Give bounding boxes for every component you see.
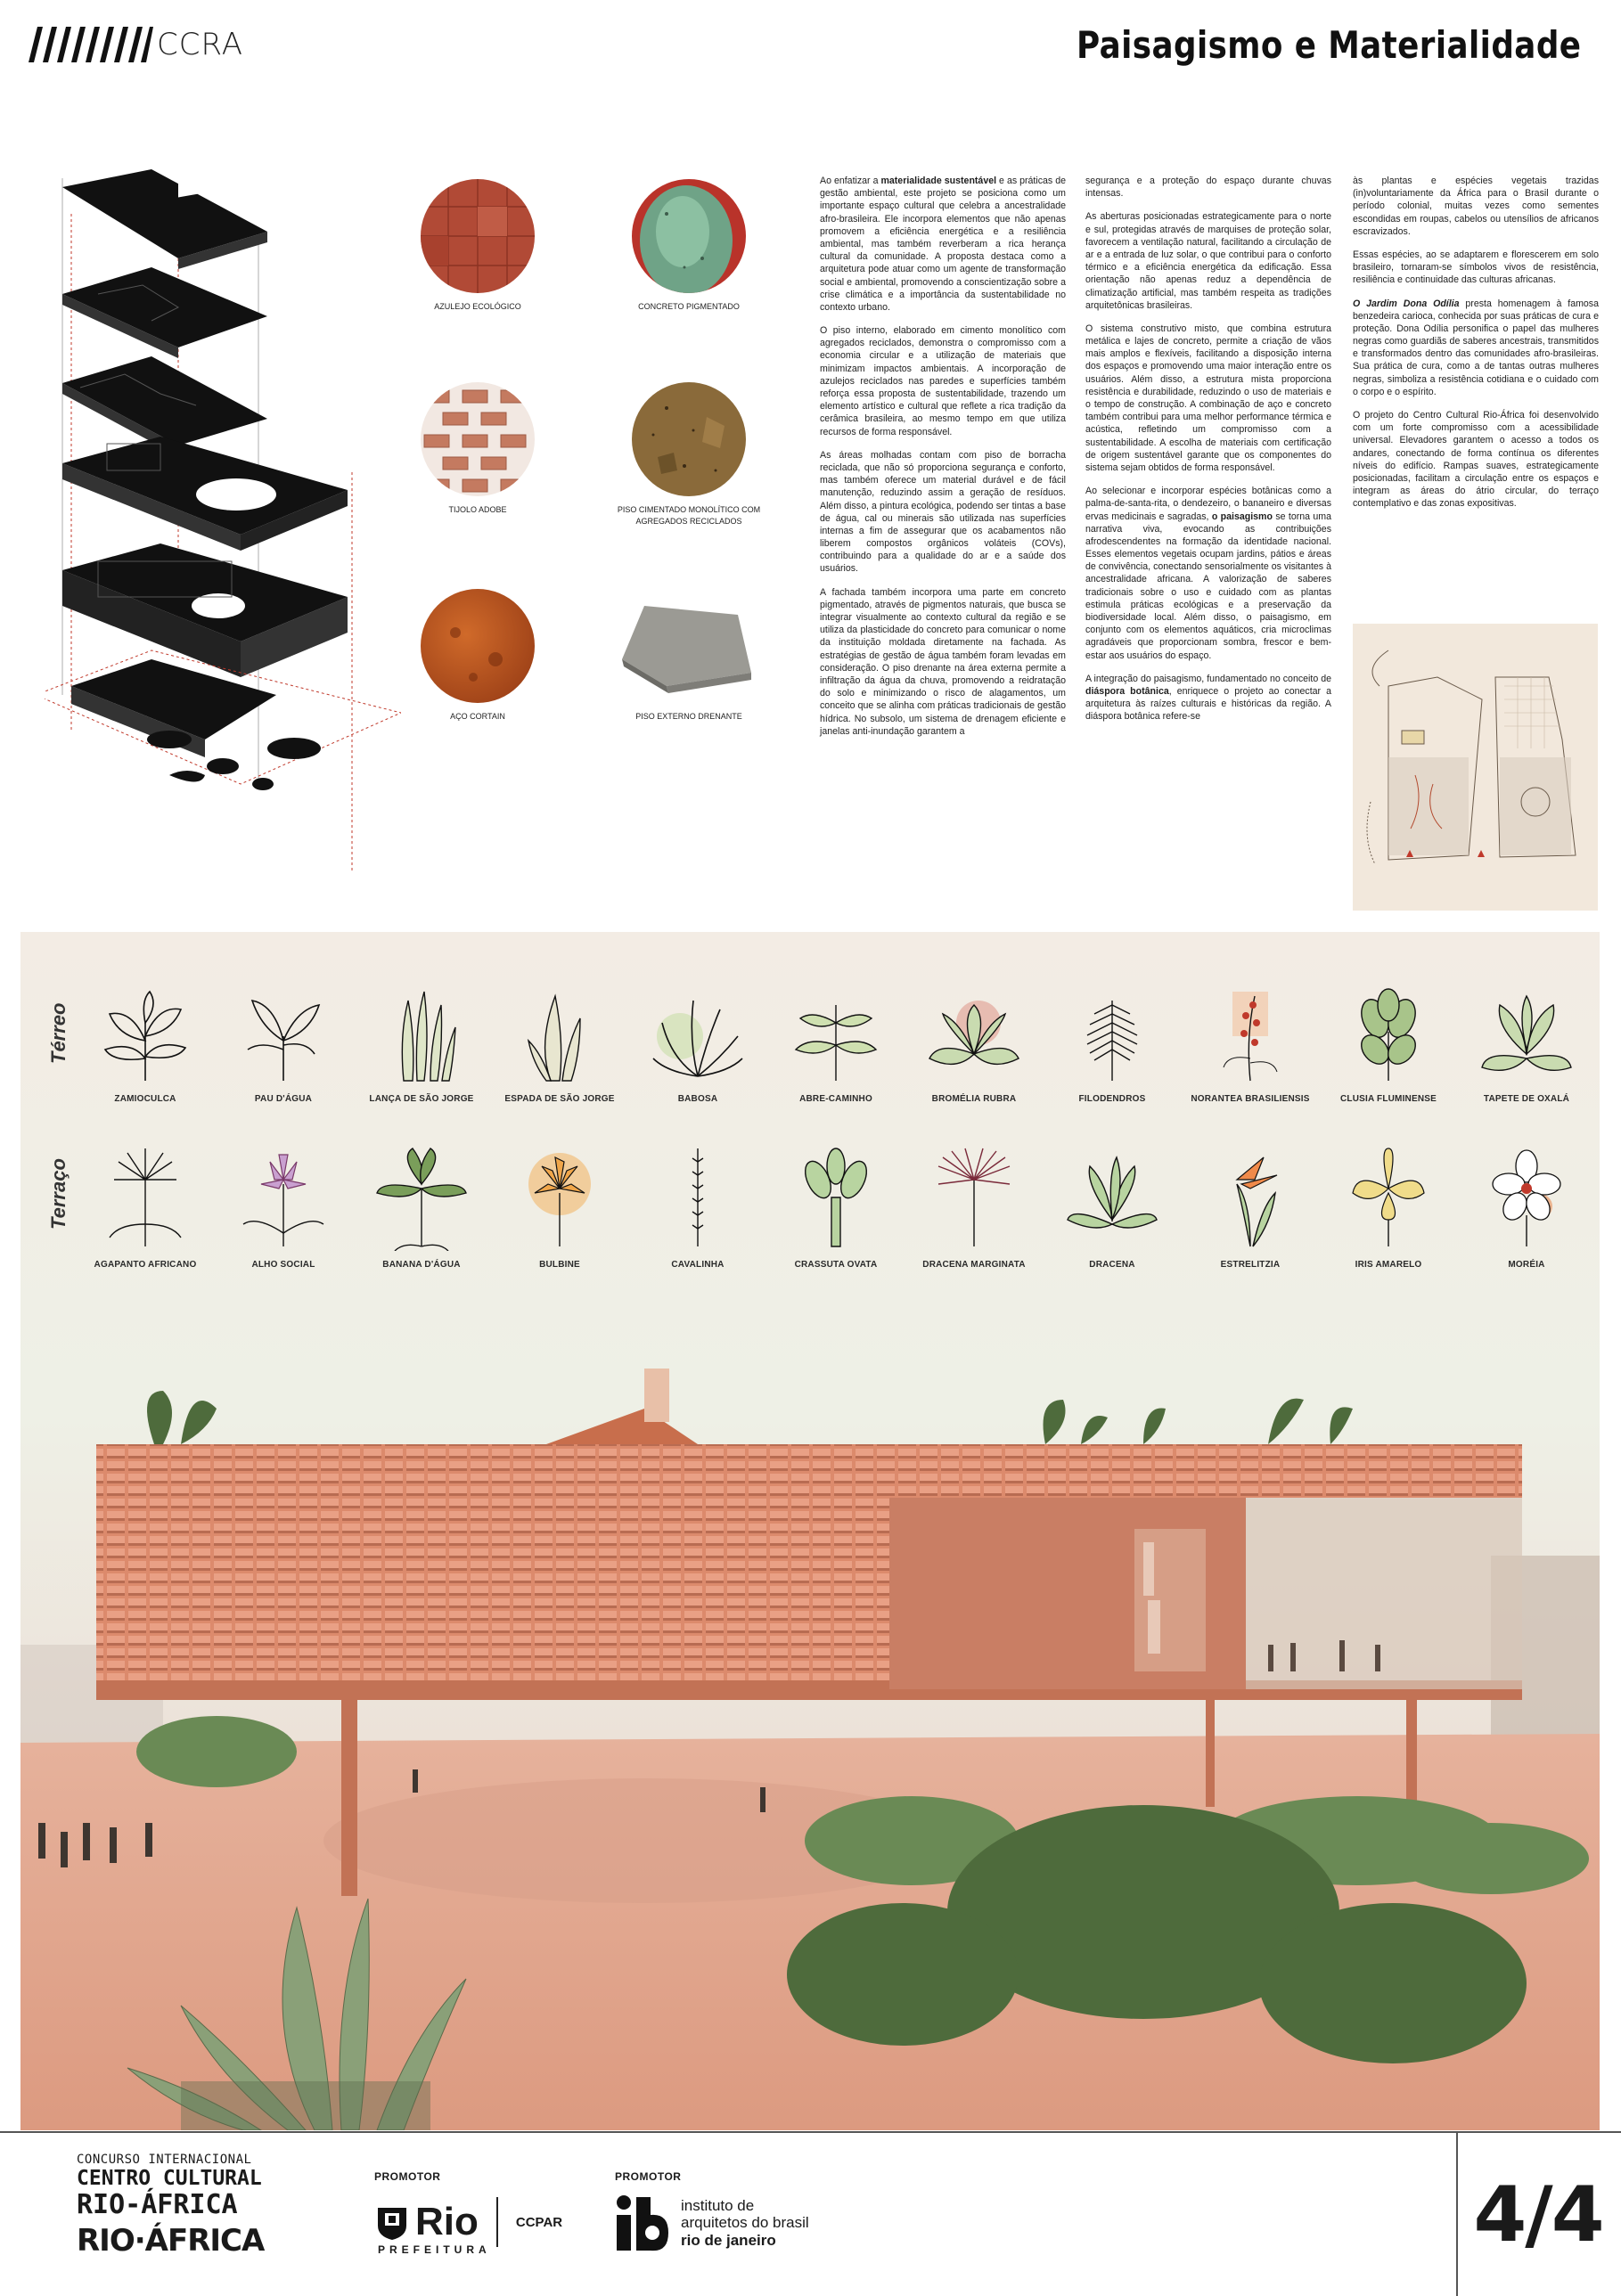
plant-illustration bbox=[96, 1144, 194, 1251]
plant-item bbox=[635, 1144, 760, 1270]
logo-separator bbox=[496, 2197, 498, 2247]
paragraph-piso-interno: O piso interno, elaborado em cimento monolítico com agregados reciclados, demonstra o compromisso com a economia circular e a utilização de materiais que minimizam impactos ambientais. A incorporação de azulejos reciclados nas paredes e superfícies também reforça essa proposta de sustentabilidade, trazendo um elemento artístico e cultural que reflete a rica tradição da cerâmica brasileira, ao mesmo tempo em que utiliza recursos de forma responsável. bbox=[820, 325, 1066, 437]
rio-wordmark: Rio bbox=[415, 2200, 479, 2243]
plant-name: CLUSIA FLUMINENSE bbox=[1339, 1094, 1437, 1104]
paragraph-text: Ao enfatizar a bbox=[820, 176, 881, 186]
material-label: CONCRETO PIGMENTADO bbox=[638, 302, 740, 311]
plants-row-terreo bbox=[83, 987, 1589, 1104]
paragraph-sistema-construtivo: O sistema construtivo misto, que combina estrutura metálica e lajes de concreto, permite a criação de vãos mais amplos e flexíveis, facilitando a disposição interna dos espaços e promovendo uma maior interação entre os usuários. Além disso, a estrutura mista proporciona resistência e durabilidade, reduzindo o uso de materiais e o tempo de construção. A combinação de aço e concreto também contribui para uma melhor performance térmica e acústica, refletindo um compromisso com a sustentabilidade. A escolha de materiais com certificação de origem sustentável garante que os componentes do sistema sejam obtidos de forma responsável. bbox=[1085, 323, 1331, 473]
material-swatch bbox=[420, 178, 536, 294]
paragraph-acessibilidade: O projeto do Centro Cultural Rio-África foi desenvolvido com um forte compromisso com a acessibilidade universal. Elevadores garantem o acesso a todos os andares, conectando de forma contínua os diferentes níveis do edifício. Rampas suaves, estrategicamente posicionadas, facilitam a circulação entre os espaços e integram as áreas do átrio circular, do terraço contemplativo e das zonas expositivas. bbox=[1353, 410, 1599, 510]
material-concreto-pigmentado bbox=[609, 178, 769, 313]
plant-item bbox=[1188, 987, 1313, 1104]
plant-item bbox=[359, 1144, 484, 1270]
plant-illustration bbox=[1339, 1144, 1437, 1251]
paragraph-especies: Essas espécies, ao se adaptarem e florescerem em solo brasileiro, tornaram-se símbolos vivos de resistência, resiliência e continuidade das culturas africanas. bbox=[1353, 249, 1599, 286]
plant-name: CAVALINHA bbox=[671, 1260, 725, 1270]
page-number: 4/4 bbox=[1473, 2170, 1603, 2259]
plant-illustration bbox=[511, 987, 609, 1085]
terraco-label: Terraço bbox=[47, 1158, 70, 1230]
plant-item bbox=[1326, 987, 1451, 1104]
plant-illustration bbox=[1201, 1144, 1299, 1251]
building-render bbox=[20, 1360, 1600, 2130]
paragraph-plantas: às plantas e espécies vegetais trazidas (in)voluntariamente da África para o Brasil durante o período colonial, muitas vezes como sementes escondidas em roupas, cabelos ou utensílios de africanos escravizados. bbox=[1353, 176, 1599, 237]
plant-name: TAPETE DE OXALÁ bbox=[1483, 1094, 1570, 1104]
plant-illustration bbox=[1201, 987, 1299, 1085]
plant-illustration bbox=[96, 987, 194, 1085]
plant-illustration bbox=[1063, 1144, 1161, 1251]
contest-wordmark: RIO·ÁFRICA bbox=[77, 2222, 265, 2259]
contest-line-2: CENTRO CULTURAL bbox=[77, 2167, 262, 2190]
material-label: AÇO CORTAIN bbox=[450, 712, 505, 721]
plant-item bbox=[1464, 1144, 1589, 1270]
site-plan-diagram bbox=[1353, 624, 1598, 911]
plant-name: NORANTEA BRASILIENSIS bbox=[1191, 1094, 1310, 1104]
plant-item bbox=[635, 987, 760, 1104]
plant-illustration bbox=[649, 1144, 747, 1251]
material-piso-drenante bbox=[609, 588, 769, 723]
material-swatch bbox=[631, 381, 747, 497]
material-tijolo-adobe bbox=[397, 381, 558, 516]
plant-name: MORÉIA bbox=[1508, 1260, 1545, 1270]
iab-symbol-icon bbox=[613, 2194, 668, 2252]
plant-name: BULBINE bbox=[539, 1260, 580, 1270]
plant-name: LANÇA DE SÃO JORGE bbox=[369, 1094, 474, 1104]
plant-name: ESTRELITZIA bbox=[1220, 1260, 1281, 1270]
plant-item bbox=[912, 1144, 1036, 1270]
plant-item bbox=[359, 987, 484, 1104]
plant-item bbox=[497, 987, 622, 1104]
plant-name: AGAPANTO AFRICANO bbox=[94, 1260, 197, 1270]
plant-name: BANANA D'ÁGUA bbox=[382, 1260, 461, 1270]
plant-illustration bbox=[234, 987, 332, 1085]
plant-item bbox=[1326, 1144, 1451, 1270]
plant-name: ZAMIOCULCA bbox=[114, 1094, 176, 1104]
plant-item bbox=[774, 1144, 898, 1270]
material-swatch bbox=[622, 588, 756, 704]
plant-name: BABOSA bbox=[677, 1094, 718, 1104]
plant-name: PAU D'ÁGUA bbox=[254, 1094, 313, 1104]
paragraph-text: A integração do paisagismo, fundamentado no conceito de bbox=[1085, 673, 1331, 684]
plant-illustration bbox=[649, 987, 747, 1085]
iab-line-2: arquitetos do brasil bbox=[681, 2214, 809, 2232]
iab-line-3 bbox=[681, 2232, 809, 2249]
footer-divider bbox=[0, 2131, 1621, 2133]
plant-item bbox=[83, 987, 208, 1104]
plant-item bbox=[774, 987, 898, 1104]
paragraph-areas-molhadas: As áreas molhadas contam com piso de borracha reciclada, que não só proporciona segurança e conforto, mas também oferece um material durável e de fácil manutenção, reduzindo assim a geração de resíduos. Além disso, a pintura ecológica, podendo ser tintas a base de água, cal ou minerais são utilizada nas superfícies internas a fim de assegurar que os acabamentos não liberem compostos orgânicos voláteis (COVs), contribuindo para a qualidade do ar e a saúde dos usuários. bbox=[820, 449, 1066, 575]
iab-line-1: instituto de bbox=[681, 2197, 755, 2215]
plant-illustration bbox=[373, 1144, 471, 1251]
plant-name: IRIS AMARELO bbox=[1355, 1260, 1422, 1270]
plant-illustration bbox=[1478, 987, 1576, 1085]
prefeitura-rio-logo bbox=[374, 2197, 563, 2256]
material-swatch bbox=[420, 588, 536, 704]
material-piso-cimentado bbox=[609, 381, 769, 527]
paragraph-text: , enriquece o projeto ao conectar a arquitetura às raízes culturais e históricas da região. A diáspora botânica refere-se bbox=[1085, 685, 1331, 723]
material-aco-cortain bbox=[397, 588, 558, 723]
material-azulejo bbox=[397, 178, 558, 313]
material-label: AZULEJO ECOLÓGICO bbox=[434, 302, 521, 311]
plant-illustration bbox=[1478, 1144, 1576, 1251]
plant-name: FILODENDROS bbox=[1078, 1094, 1146, 1104]
emphasis-jardim: O Jardim Dona Odília bbox=[1353, 298, 1460, 309]
plant-illustration bbox=[234, 1144, 332, 1251]
promotor-label-1: PROMOTOR bbox=[374, 2170, 441, 2183]
paragraph-text: e as práticas de gestão ambiental, este projeto se posiciona como um importante espaço cultural que celebra a ancestralidade afro-brasileira. Ele incorpora elementos que não apenas promovem a eficiência energética e a resiliência ambiental, mas também reverberam a rica herança cultural da comunidade. A proposta destaca como a arquitetura pode atuar como um agente de transformação social e ambiental, promovendo a conscientização sobre a crise climática e a importância da sustentabilidade no contexto urbano. bbox=[820, 176, 1066, 313]
emphasis-diaspora: diáspora botânica bbox=[1085, 685, 1169, 697]
plant-illustration bbox=[787, 1144, 885, 1251]
brand-stripes-logo bbox=[25, 27, 153, 62]
material-swatch bbox=[631, 178, 747, 294]
footer-page-divider bbox=[1456, 2131, 1458, 2296]
paragraph-seguranca: segurança e a proteção do espaço durante chuvas intensas. bbox=[1085, 176, 1331, 200]
brand-name: CCRA bbox=[157, 27, 243, 62]
paragraph-text: presta homenagem à famosa benzedeira carioca, conhecida por suas práticas de cura e proteção. Dona Odília personifica o papel das mulheres negras como guardiãs de saberes ancestrais, transmitidos e transformados dentro das comunidades afro-brasileiras. Sua prática de cura, como a de tantas outras mulheres negras, simboliza a resistência cotidiana e o cuidado com o corpo e o espírito. bbox=[1353, 298, 1599, 397]
iab-line-3-text: rio de janeiro bbox=[681, 2231, 776, 2249]
plant-name: ABRE-CAMINHO bbox=[799, 1094, 872, 1104]
plant-item bbox=[912, 987, 1036, 1104]
plant-name: CRASSUTA OVATA bbox=[794, 1260, 878, 1270]
material-label: PISO EXTERNO DRENANTE bbox=[635, 712, 742, 721]
plant-item bbox=[1188, 1144, 1313, 1270]
plant-name: BROMÉLIA RUBRA bbox=[931, 1094, 1017, 1104]
render-panel bbox=[20, 932, 1600, 2130]
contest-line-3: RIO-ÁFRICA bbox=[77, 2189, 238, 2221]
plant-item bbox=[221, 1144, 346, 1270]
terreo-label: Térreo bbox=[47, 1002, 70, 1064]
exploded-axonometric-drawing bbox=[45, 160, 401, 918]
plant-item bbox=[221, 987, 346, 1104]
plant-item bbox=[497, 1144, 622, 1270]
plant-name: DRACENA bbox=[1089, 1260, 1135, 1270]
plant-illustration bbox=[1339, 987, 1437, 1085]
contest-line-1: CONCURSO INTERNACIONAL bbox=[77, 2153, 252, 2167]
prefeitura-label: PREFEITURA bbox=[378, 2243, 491, 2256]
contest-logo bbox=[77, 2153, 264, 2259]
plant-item bbox=[83, 1144, 208, 1270]
rio-crest-icon bbox=[374, 2202, 410, 2242]
plant-illustration bbox=[787, 987, 885, 1085]
plant-illustration bbox=[925, 987, 1023, 1085]
text-column-3 bbox=[1353, 175, 1599, 521]
plant-item bbox=[1050, 1144, 1175, 1270]
promotor-label-2: PROMOTOR bbox=[615, 2170, 682, 2183]
plant-item bbox=[1464, 987, 1589, 1104]
material-label: TIJOLO ADOBE bbox=[448, 505, 507, 514]
paragraph-aberturas: As aberturas posicionadas estrategicamente para o norte e sul, protegidas através de marquises de proteção solar, favorecem a ventilação natural, facilitando a circulação de ar e a entrada de luz solar, o que contribui para o conforto térmico e a eficiência energética da edificação. Essa orientação não apenas reduz a dependência de climatização artificial, mas também respeita as tradições arquitetônicas brasileiras. bbox=[1085, 211, 1331, 311]
ccpar-label: CCPAR bbox=[515, 2214, 563, 2230]
iab-logo bbox=[613, 2194, 809, 2252]
plant-illustration bbox=[1063, 987, 1161, 1085]
plant-name: ESPADA DE SÃO JORGE bbox=[504, 1094, 615, 1104]
page-title: Paisagismo e Materialidade bbox=[1076, 23, 1581, 67]
paragraph-text: Ao selecionar e incorporar espécies botânicas como a palma-de-santa-rita, o dendezeiro, o bananeiro e diversas ervas medicinais e sagradas, bbox=[1085, 486, 1331, 522]
plant-illustration bbox=[373, 987, 471, 1085]
emphasis-paisagismo: o paisagismo bbox=[1211, 511, 1273, 522]
plant-name: DRACENA MARGINATA bbox=[922, 1260, 1026, 1270]
emphasis-materialidade: materialidade sustentável bbox=[880, 176, 997, 186]
plant-name: ALHO SOCIAL bbox=[251, 1260, 315, 1270]
text-column-2 bbox=[1085, 175, 1331, 734]
material-swatch bbox=[420, 381, 536, 497]
paragraph-text: se torna uma narrativa viva, evocando as contribuições afrodescendentes na formação da identidade nacional. Esses elementos vegetais ocupam jardins, pátios e áreas de convivência, conectando sensorialmente os visitantes à ancestralidade africana. A valorização de saberes tradicionais sobre o uso e cuidado com as plantas estimula práticas ecológicas e a preservação da biodiversidade local. Além disso, o paisagismo, em conjunto com os elementos aquáticos, cria microclimas agradáveis que proporcionam sombra, frescor e bem-estar aos usuários do espaço. bbox=[1085, 511, 1331, 661]
plants-row-terraco bbox=[83, 1144, 1589, 1270]
paragraph-fachada: A fachada também incorpora uma parte em concreto pigmentado, através de pigmentos naturais, que busca se integrar visualmente ao contexto cultural da região e se utiliza da plasticidade do concreto para comunicar o nome da instituição moldada diretamente na fachada. As estratégias de gestão de água também foram levadas em consideração. O piso drenante na área externa permite a infiltração da água da chuva, promovendo a reidratação do solo e minimizando o risco de alagamentos, um conceito que se alinha com práticas tradicionais de gestão hídrica. No subsolo, um sistema de drenagem eficiente e janelas anti-inundação garantem a bbox=[820, 586, 1066, 737]
plant-illustration bbox=[925, 1144, 1023, 1251]
material-label: PISO CIMENTADO MONOLÍTICO COM AGREGADOS RECICLADOS bbox=[617, 505, 761, 526]
plant-illustration bbox=[511, 1144, 609, 1251]
plant-item bbox=[1050, 987, 1175, 1104]
text-column-1 bbox=[820, 175, 1066, 748]
